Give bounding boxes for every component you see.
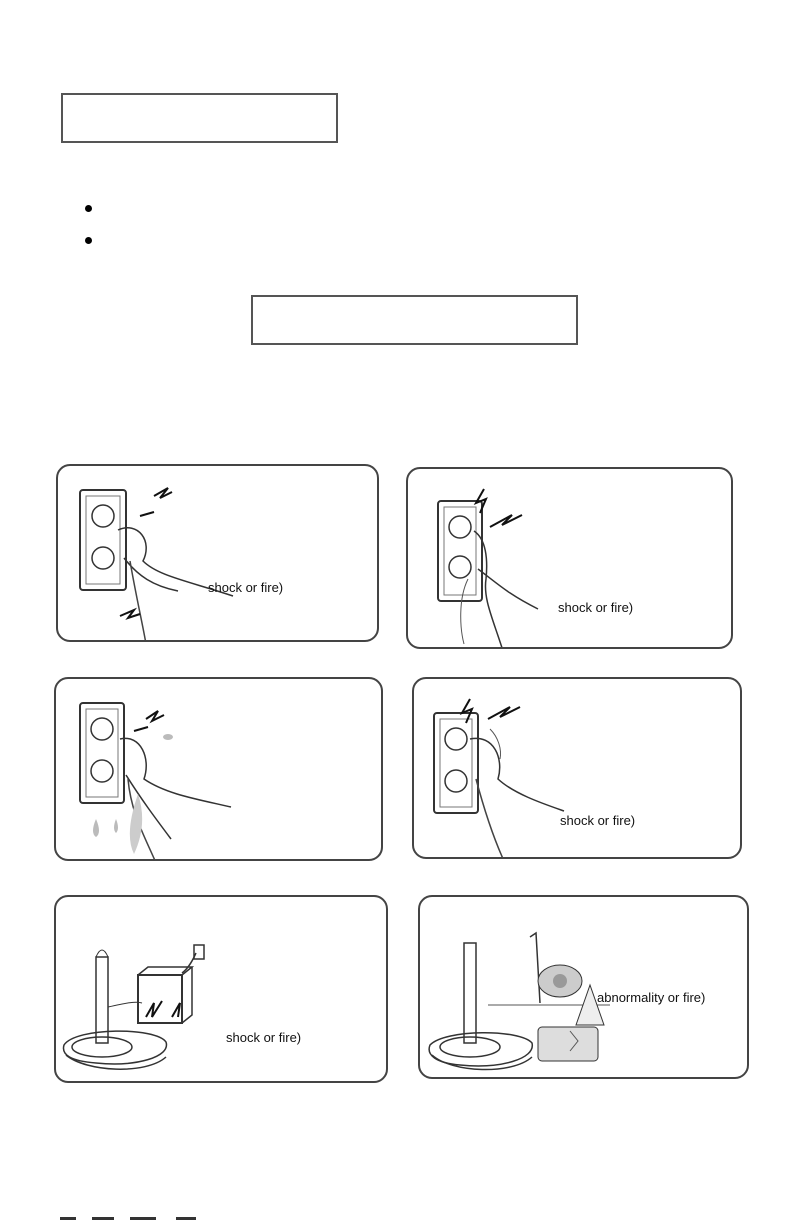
bullet-marker	[85, 205, 92, 212]
warning-panel-wet-hands	[54, 677, 383, 861]
panel-caption: shock or fire)	[208, 580, 284, 595]
panel-caption: shock or fire)	[558, 600, 634, 615]
outlet-hand-illustration	[58, 466, 379, 642]
outlet-hand-illustration	[414, 679, 742, 859]
warning-panel-loose-socket	[412, 677, 742, 859]
outlet-hand-illustration	[408, 469, 733, 649]
warning-panel-pull-cord	[406, 467, 733, 649]
outlet-hand-illustration	[56, 679, 383, 861]
panel-caption: shock or fire)	[226, 1030, 302, 1045]
warning-heading-box	[251, 295, 578, 345]
appliances-illustration	[420, 897, 749, 1079]
mop-adapter-illustration	[56, 897, 388, 1083]
scan-edge-marks	[0, 1211, 793, 1225]
bullet-marker	[85, 237, 92, 244]
section-heading-box	[61, 93, 338, 143]
panel-caption: shock or fire)	[560, 813, 636, 828]
warning-panel-plug-damage	[56, 464, 379, 642]
panel-caption: abnormality or fire)	[597, 990, 706, 1005]
warning-panel-other-appliances	[418, 895, 749, 1079]
warning-panel-adapter	[54, 895, 388, 1083]
